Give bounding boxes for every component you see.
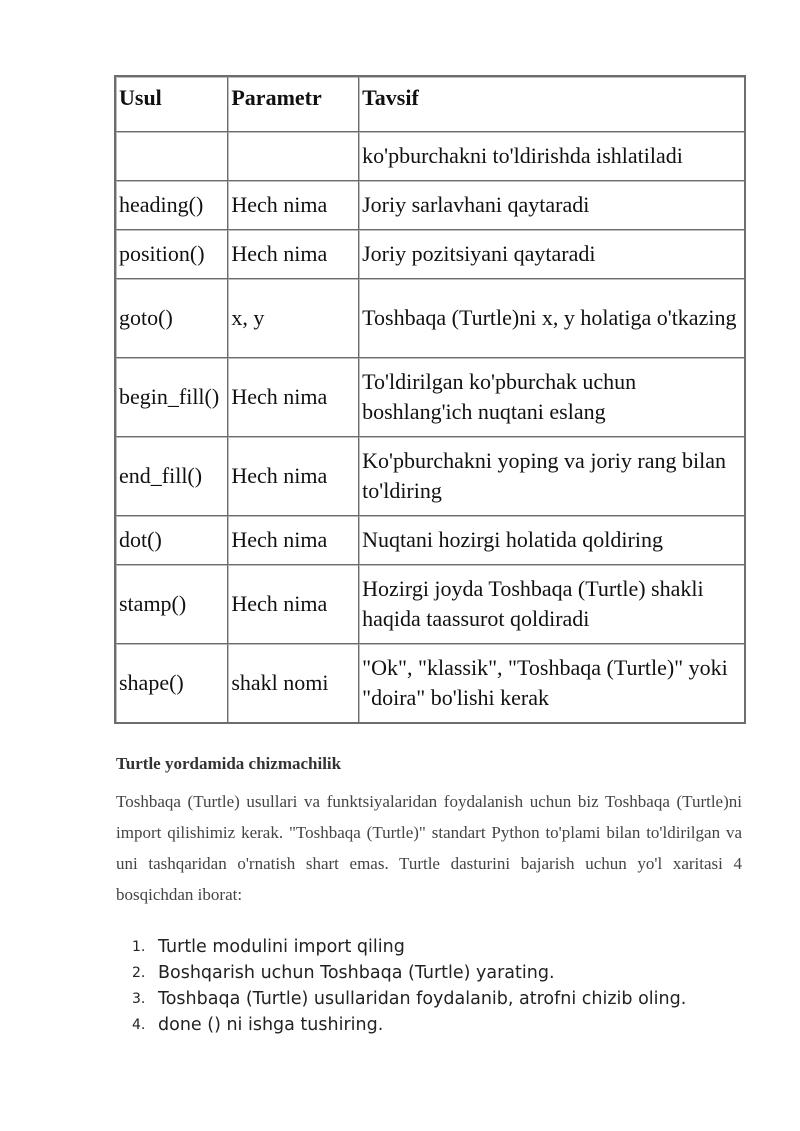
cell-method: shape()	[115, 644, 228, 724]
table-row	[115, 516, 745, 565]
list-number: 4.	[132, 1017, 146, 1033]
list-number: 1.	[132, 939, 146, 955]
cell-method: heading()	[115, 181, 228, 230]
table-row	[115, 132, 745, 181]
cell-desc: Toshbaqa (Turtle)ni x, y holatiga o'tkazing	[359, 279, 745, 358]
steps-list	[116, 934, 756, 1038]
cell-param: shakl nomi	[228, 644, 359, 724]
cell-param: Hech nima	[228, 516, 359, 565]
cell-method: stamp()	[115, 565, 228, 644]
list-item	[116, 1012, 756, 1038]
list-item-text: done () ni ishga tushiring.	[158, 1015, 384, 1035]
table-row	[115, 437, 745, 516]
header-usul: Usul	[115, 76, 228, 132]
cell-desc: Ko'pburchakni yoping va joriy rang bilan to'ldiring	[359, 437, 745, 516]
list-number: 2.	[132, 965, 146, 981]
header-parametr: Parametr	[228, 76, 359, 132]
list-number: 3.	[132, 991, 146, 1007]
list-item-text: Boshqarish uchun Toshbaqa (Turtle) yarating.	[158, 963, 555, 983]
cell-param: Hech nima	[228, 437, 359, 516]
cell-param: Hech nima	[228, 565, 359, 644]
list-item-text: Turtle modulini import qiling	[158, 937, 405, 957]
table-row	[115, 644, 745, 724]
list-item	[116, 960, 756, 986]
header-tavsif: Tavsif	[359, 76, 745, 132]
cell-desc: Joriy pozitsiyani qaytaradi	[359, 230, 745, 279]
cell-method: position()	[115, 230, 228, 279]
section-heading: Turtle yordamida chizmachilik	[116, 754, 342, 773]
table-row	[115, 181, 745, 230]
cell-desc: ko'pburchakni to'ldirishda ishlatiladi	[359, 132, 745, 181]
cell-method: begin_fill()	[115, 358, 228, 437]
cell-param: Hech nima	[228, 181, 359, 230]
table-header-row	[115, 76, 745, 132]
cell-param	[228, 132, 359, 181]
cell-desc: Hozirgi joyda Toshbaqa (Turtle) shakli haqida taassurot qoldiradi	[359, 565, 745, 644]
cell-desc: "Ok", "klassik", "Toshbaqa (Turtle)" yoki "doira" bo'lishi kerak	[359, 644, 745, 724]
cell-param: x, y	[228, 279, 359, 358]
table-row	[115, 279, 745, 358]
list-item	[116, 934, 756, 960]
table-row	[115, 565, 745, 644]
table-row	[115, 358, 745, 437]
methods-table	[114, 75, 746, 724]
cell-param: Hech nima	[228, 230, 359, 279]
cell-method: dot()	[115, 516, 228, 565]
section-paragraph: Toshbaqa (Turtle) usullari va funktsiyalaridan foydalanish uchun biz Toshbaqa (Turtle)ni import qilishimiz kerak. "Toshbaqa (Turtle)" standart Python to'plami bilan to'ldirilgan va uni tashqaridan o'rnatish shart emas. Turtle dasturini bajarish uchun yo'l xaritasi 4 bosqichdan iborat:	[116, 792, 742, 904]
cell-desc: Joriy sarlavhani qaytaradi	[359, 181, 745, 230]
cell-method	[115, 132, 228, 181]
table-row	[115, 230, 745, 279]
cell-desc: Nuqtani hozirgi holatida qoldiring	[359, 516, 745, 565]
cell-desc: To'ldirilgan ko'pburchak uchun boshlang'ich nuqtani eslang	[359, 358, 745, 437]
cell-method: goto()	[115, 279, 228, 358]
cell-param: Hech nima	[228, 358, 359, 437]
list-item	[116, 986, 756, 1012]
list-item-text: Toshbaqa (Turtle) usullaridan foydalanib, atrofni chizib oling.	[158, 989, 687, 1009]
cell-method: end_fill()	[115, 437, 228, 516]
